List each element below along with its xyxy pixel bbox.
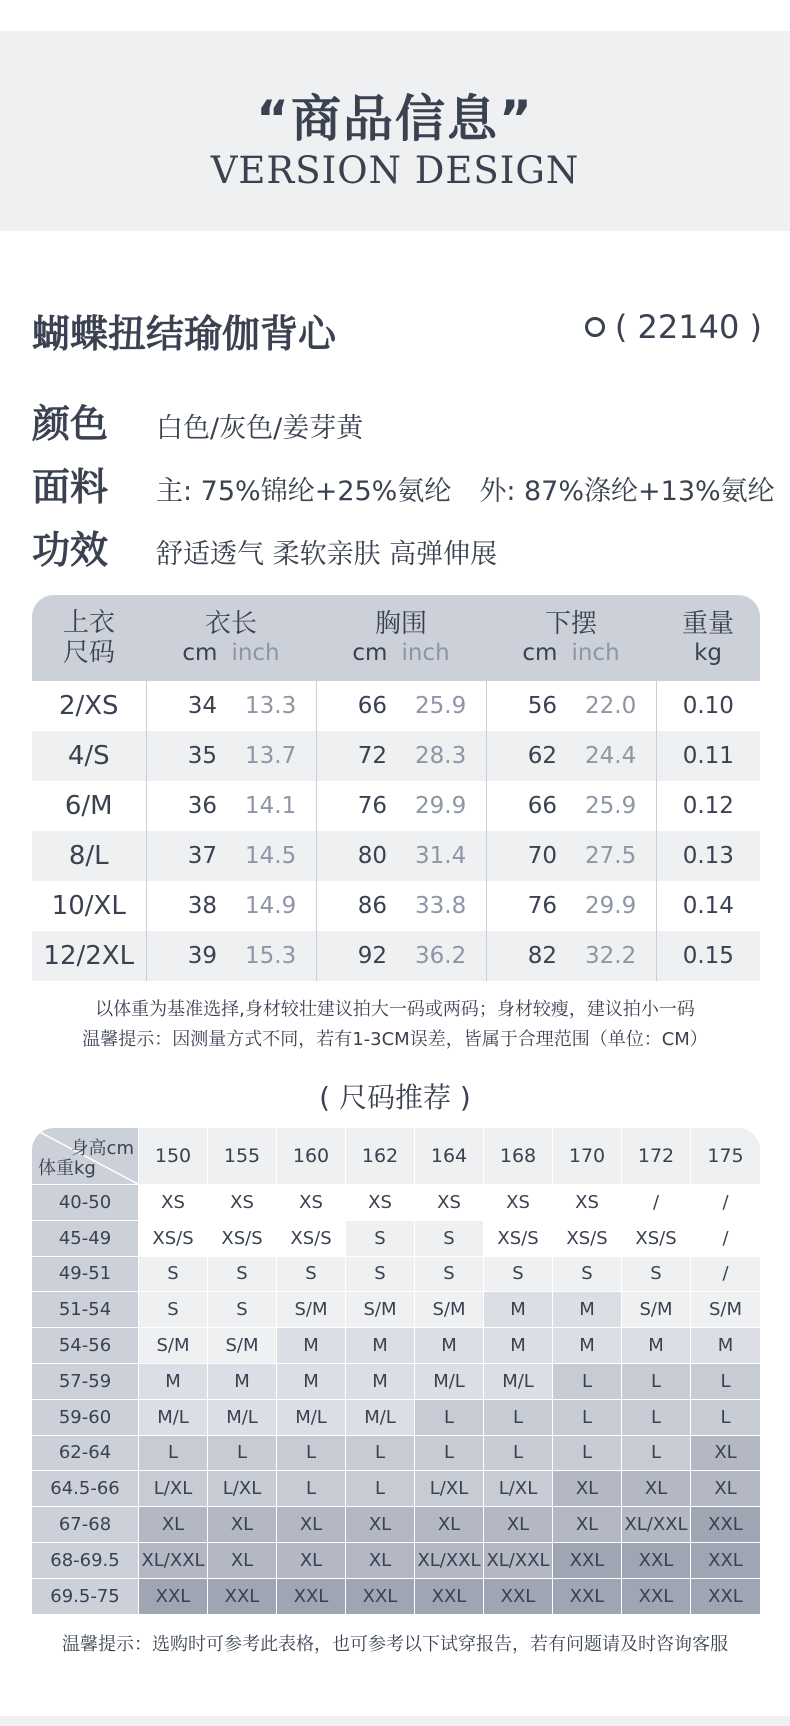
- size-cell: 4/S: [32, 731, 146, 781]
- recommend-size-cell: /: [621, 1184, 690, 1220]
- height-header: 164: [414, 1128, 483, 1184]
- recommend-size-cell: L: [345, 1470, 414, 1506]
- recommend-size-cell: M/L: [345, 1399, 414, 1435]
- recommend-size-cell: L: [414, 1399, 483, 1435]
- recommend-size-cell: S/M: [621, 1291, 690, 1327]
- hem-inch-cell: 32.2: [571, 931, 656, 981]
- recommend-size-cell: M: [414, 1327, 483, 1363]
- attr-value: 白色/灰色/姜芽黄: [156, 413, 364, 444]
- recommend-size-cell: XL: [621, 1470, 690, 1506]
- recommend-size-cell: XS/S: [138, 1220, 207, 1256]
- recommend-size-cell: XL: [276, 1506, 345, 1542]
- recommend-size-cell: XL: [207, 1542, 276, 1578]
- recommend-size-cell: M: [207, 1363, 276, 1399]
- recommend-size-cell: M: [483, 1327, 552, 1363]
- recommend-size-cell: L/XL: [483, 1470, 552, 1506]
- size-cell: 12/2XL: [32, 931, 146, 981]
- recommend-size-cell: XXL: [621, 1542, 690, 1578]
- recommend-size-cell: M/L: [483, 1363, 552, 1399]
- recommend-size-cell: XXL: [552, 1578, 621, 1614]
- recommend-size-cell: XL: [552, 1506, 621, 1542]
- recommend-size-cell: L: [345, 1435, 414, 1471]
- recommend-row: [32, 1399, 760, 1435]
- recommend-size-cell: S: [483, 1256, 552, 1292]
- height-header: 170: [552, 1128, 621, 1184]
- bust-cm-cell: 76: [357, 793, 388, 819]
- bottom-band: [0, 1716, 790, 1726]
- recommend-size-cell: M: [138, 1363, 207, 1399]
- bust-cm-cell: 72: [316, 731, 401, 781]
- length-cm-cell: 34: [187, 693, 217, 719]
- recommend-size-cell: XL/XXL: [414, 1542, 483, 1578]
- weight-cell: 0.11: [656, 731, 760, 781]
- recommend-size-cell: XXL: [138, 1578, 207, 1614]
- recommend-size-cell: M: [345, 1327, 414, 1363]
- recommend-size-cell: XXL: [207, 1578, 276, 1614]
- length-cm-cell: 36: [187, 793, 217, 819]
- recommend-size-cell: S: [552, 1256, 621, 1292]
- recommend-size-cell: XL: [138, 1506, 207, 1542]
- recommend-size-cell: L: [621, 1363, 690, 1399]
- height-header: 172: [621, 1128, 690, 1184]
- product-name: 蝴蝶扭结瑜伽背心: [32, 312, 337, 356]
- recommend-row: [32, 1542, 760, 1578]
- hem-header: 下摆 cm inch: [486, 595, 656, 681]
- recommend-table: [32, 1128, 760, 1614]
- weight-range-cell: 54-56: [32, 1327, 138, 1363]
- recommend-size-cell: XS/S: [552, 1220, 621, 1256]
- height-axis-label: 身高cm: [70, 1138, 134, 1159]
- attr-row-color: [32, 393, 363, 448]
- length-inch-cell: 13.7: [231, 731, 316, 781]
- recommend-row: [32, 1256, 760, 1292]
- bust-inch-cell: 25.9: [401, 681, 486, 731]
- recommend-size-cell: XL: [690, 1470, 760, 1506]
- bust-cm-cell: 66: [357, 693, 388, 719]
- length-inch-cell: 14.9: [231, 881, 316, 931]
- recommend-size-cell: L: [276, 1435, 345, 1471]
- size-row: [32, 731, 760, 781]
- attr-row-function: [32, 519, 497, 574]
- recommend-size-cell: XS/S: [276, 1220, 345, 1256]
- recommend-size-cell: L: [414, 1435, 483, 1471]
- weight-range-cell: 59-60: [32, 1399, 138, 1435]
- attr-value: 主: 75%锦纶+25%氨纶: [156, 476, 452, 507]
- bust-inch-cell: 36.2: [401, 931, 486, 981]
- length-header: 衣长 cm inch: [146, 595, 316, 681]
- hem-cm-cell: 62: [486, 731, 571, 781]
- recommend-size-cell: XXL: [690, 1578, 760, 1614]
- recommend-size-cell: /: [690, 1184, 760, 1220]
- bust-inch-cell: 29.9: [401, 781, 486, 831]
- recommend-size-cell: XL: [690, 1435, 760, 1471]
- header-subtitle: VERSION DESIGN: [210, 149, 580, 192]
- recommend-size-cell: L: [483, 1399, 552, 1435]
- recommend-size-cell: XXL: [552, 1542, 621, 1578]
- recommend-row: [32, 1578, 760, 1614]
- recommend-size-cell: M/L: [414, 1363, 483, 1399]
- recommend-size-cell: XS: [138, 1184, 207, 1220]
- height-header: 162: [345, 1128, 414, 1184]
- product-code-text: ( 22140 ): [614, 308, 762, 346]
- recommend-size-cell: S: [138, 1256, 207, 1292]
- recommend-header-row: [32, 1128, 760, 1184]
- bust-cm-cell: 92: [316, 931, 401, 981]
- recommend-size-cell: M/L: [138, 1399, 207, 1435]
- recommend-size-cell: M: [621, 1327, 690, 1363]
- recommend-size-cell: M: [552, 1327, 621, 1363]
- hem-cm-cell: 66: [527, 793, 558, 819]
- weight-axis-label: 体重kg: [38, 1158, 96, 1179]
- height-header: 175: [690, 1128, 760, 1184]
- recommend-size-cell: L: [552, 1435, 621, 1471]
- weight-cell: 0.14: [682, 893, 734, 919]
- recommend-size-cell: XXL: [345, 1578, 414, 1614]
- height-header: 155: [207, 1128, 276, 1184]
- hem-inch-cell: 25.9: [571, 781, 656, 831]
- recommend-size-cell: /: [690, 1256, 760, 1292]
- bust-inch-cell: 33.8: [401, 881, 486, 931]
- recommend-size-cell: XS: [345, 1184, 414, 1220]
- hem-cm-cell: 56: [527, 693, 558, 719]
- size-row: [32, 881, 760, 931]
- recommend-row: [32, 1470, 760, 1506]
- recommend-size-cell: S: [207, 1256, 276, 1292]
- recommend-size-cell: XS: [276, 1184, 345, 1220]
- weight-range-cell: 62-64: [32, 1435, 138, 1471]
- size-cell: 6/M: [32, 781, 146, 831]
- recommend-size-cell: XXL: [483, 1578, 552, 1614]
- recommend-size-cell: S: [207, 1291, 276, 1327]
- recommend-size-cell: M/L: [207, 1399, 276, 1435]
- recommend-size-cell: L: [138, 1435, 207, 1471]
- recommend-size-cell: XL/XXL: [483, 1542, 552, 1578]
- hem-cm-cell: 82: [486, 931, 571, 981]
- recommend-size-cell: XL: [552, 1470, 621, 1506]
- recommend-size-cell: XS/S: [207, 1220, 276, 1256]
- size-cell: 8/L: [32, 831, 146, 881]
- weight-range-cell: 67-68: [32, 1506, 138, 1542]
- bust-inch-cell: 28.3: [401, 731, 486, 781]
- recommend-size-cell: S/M: [138, 1327, 207, 1363]
- weight-cell: 0.13: [656, 831, 760, 881]
- recommend-row: [32, 1327, 760, 1363]
- recommend-size-cell: XL: [483, 1506, 552, 1542]
- recommend-size-cell: S/M: [690, 1291, 760, 1327]
- recommend-size-cell: L: [483, 1435, 552, 1471]
- recommend-size-cell: XL: [345, 1542, 414, 1578]
- recommend-row: [32, 1435, 760, 1471]
- weight-range-cell: 57-59: [32, 1363, 138, 1399]
- recommend-size-cell: XS: [207, 1184, 276, 1220]
- ring-icon: [585, 317, 605, 337]
- weight-cell: 0.10: [682, 693, 734, 719]
- weight-range-cell: 68-69.5: [32, 1542, 138, 1578]
- recommend-size-cell: S: [345, 1256, 414, 1292]
- hem-inch-cell: 27.5: [571, 831, 656, 881]
- recommend-size-cell: M: [345, 1363, 414, 1399]
- size-table-header: [32, 595, 760, 681]
- length-inch-cell: 14.1: [231, 781, 316, 831]
- footer-note: 温馨提示：选购时可参考此表格，也可参考以下试穿报告，若有问题请及时咨询客服: [62, 1634, 728, 1655]
- recommend-size-cell: L: [690, 1363, 760, 1399]
- size-table: [32, 595, 760, 981]
- length-inch-cell: 14.5: [231, 831, 316, 881]
- bust-cm-cell: 86: [357, 893, 388, 919]
- size-note-1: 以体重为基准选择,身材较壮建议拍大一码或两码；身材较瘦，建议拍小一码: [95, 999, 695, 1020]
- recommend-size-cell: XS/S: [621, 1220, 690, 1256]
- attr-value-secondary: 外: 87%涤纶+13%氨纶: [479, 476, 775, 507]
- recommend-size-cell: S: [345, 1220, 414, 1256]
- length-inch-cell: 13.3: [231, 681, 316, 731]
- recommend-row: [32, 1184, 760, 1220]
- recommend-row: [32, 1220, 760, 1256]
- size-row: [32, 781, 760, 831]
- attr-label: 功效: [32, 528, 109, 572]
- recommend-size-cell: M: [483, 1291, 552, 1327]
- size-cell: 10/XL: [32, 881, 146, 931]
- recommend-size-cell: XL: [207, 1506, 276, 1542]
- recommend-size-cell: L: [621, 1435, 690, 1471]
- hem-inch-cell: 24.4: [571, 731, 656, 781]
- weight-range-cell: 45-49: [32, 1220, 138, 1256]
- weight-range-cell: 40-50: [32, 1184, 138, 1220]
- recommend-size-cell: M: [690, 1327, 760, 1363]
- weight-range-cell: 64.5-66: [32, 1470, 138, 1506]
- recommend-size-cell: L: [552, 1399, 621, 1435]
- attr-value: 舒适透气 柔软亲肤 高弹伸展: [156, 539, 498, 570]
- recommend-size-cell: XL/XXL: [138, 1542, 207, 1578]
- recommend-size-cell: XXL: [690, 1542, 760, 1578]
- recommend-row: [32, 1506, 760, 1542]
- size-row: [32, 681, 760, 731]
- product-code: [585, 308, 762, 346]
- recommend-size-cell: M: [552, 1291, 621, 1327]
- size-row: [32, 931, 760, 981]
- recommend-size-cell: XXL: [621, 1578, 690, 1614]
- size-header: 上衣 尺码: [32, 595, 146, 681]
- recommend-size-cell: XS: [483, 1184, 552, 1220]
- recommend-size-cell: XS/S: [483, 1220, 552, 1256]
- recommend-size-cell: XS: [552, 1184, 621, 1220]
- weight-range-cell: 69.5-75: [32, 1578, 138, 1614]
- header-title: “商品信息”: [256, 90, 534, 148]
- size-cell: 2/XS: [32, 681, 146, 731]
- length-cm-cell: 38: [187, 893, 217, 919]
- recommend-corner: [32, 1128, 138, 1184]
- recommend-size-cell: XL: [414, 1506, 483, 1542]
- recommend-size-cell: S/M: [276, 1291, 345, 1327]
- weight-range-cell: 51-54: [32, 1291, 138, 1327]
- recommend-size-cell: XL: [276, 1542, 345, 1578]
- weight-range-cell: 49-51: [32, 1256, 138, 1292]
- recommend-size-cell: S: [414, 1256, 483, 1292]
- recommend-size-cell: XXL: [690, 1506, 760, 1542]
- recommend-size-cell: XS: [414, 1184, 483, 1220]
- recommend-size-cell: S/M: [414, 1291, 483, 1327]
- recommend-row: [32, 1363, 760, 1399]
- height-header: 150: [138, 1128, 207, 1184]
- recommend-size-cell: L: [621, 1399, 690, 1435]
- recommend-size-cell: L: [207, 1435, 276, 1471]
- recommend-row: [32, 1291, 760, 1327]
- recommend-title: ( 尺码推荐 ): [319, 1081, 471, 1114]
- height-header: 168: [483, 1128, 552, 1184]
- recommend-size-cell: M/L: [276, 1399, 345, 1435]
- recommend-size-cell: S: [138, 1291, 207, 1327]
- bust-header: 胸围 cm inch: [316, 595, 486, 681]
- length-cm-cell: 39: [146, 931, 231, 981]
- hem-cm-cell: 70: [486, 831, 571, 881]
- recommend-size-cell: L: [552, 1363, 621, 1399]
- length-cm-cell: 35: [146, 731, 231, 781]
- recommend-size-cell: M: [276, 1327, 345, 1363]
- recommend-size-cell: L/XL: [414, 1470, 483, 1506]
- recommend-size-cell: S: [621, 1256, 690, 1292]
- recommend-size-cell: S: [414, 1220, 483, 1256]
- weight-cell: 0.15: [656, 931, 760, 981]
- recommend-size-cell: L/XL: [138, 1470, 207, 1506]
- recommend-size-cell: L: [276, 1470, 345, 1506]
- length-cm-cell: 37: [146, 831, 231, 881]
- recommend-size-cell: S: [276, 1256, 345, 1292]
- hem-cm-cell: 76: [527, 893, 558, 919]
- recommend-size-cell: M: [276, 1363, 345, 1399]
- attr-label: 颜色: [32, 402, 109, 446]
- recommend-size-cell: S/M: [207, 1327, 276, 1363]
- recommend-size-cell: XXL: [276, 1578, 345, 1614]
- size-note-2: 温馨提示：因测量方式不同，若有1-3CM误差，皆属于合理范围（单位：CM）: [82, 1029, 708, 1050]
- recommend-size-cell: /: [690, 1220, 760, 1256]
- recommend-size-cell: L: [690, 1399, 760, 1435]
- height-header: 160: [276, 1128, 345, 1184]
- weight-header: 重量 kg: [656, 595, 760, 681]
- bust-inch-cell: 31.4: [401, 831, 486, 881]
- hem-inch-cell: 22.0: [571, 681, 656, 731]
- recommend-size-cell: L/XL: [207, 1470, 276, 1506]
- recommend-size-cell: XL: [345, 1506, 414, 1542]
- length-inch-cell: 15.3: [231, 931, 316, 981]
- size-row: [32, 831, 760, 881]
- recommend-size-cell: XXL: [414, 1578, 483, 1614]
- hem-inch-cell: 29.9: [571, 881, 656, 931]
- recommend-size-cell: S/M: [345, 1291, 414, 1327]
- attr-row-fabric: [32, 456, 775, 511]
- recommend-size-cell: XL/XXL: [621, 1506, 690, 1542]
- attr-label: 面料: [32, 465, 109, 509]
- weight-cell: 0.12: [682, 793, 734, 819]
- header-banner: [0, 31, 790, 231]
- bust-cm-cell: 80: [316, 831, 401, 881]
